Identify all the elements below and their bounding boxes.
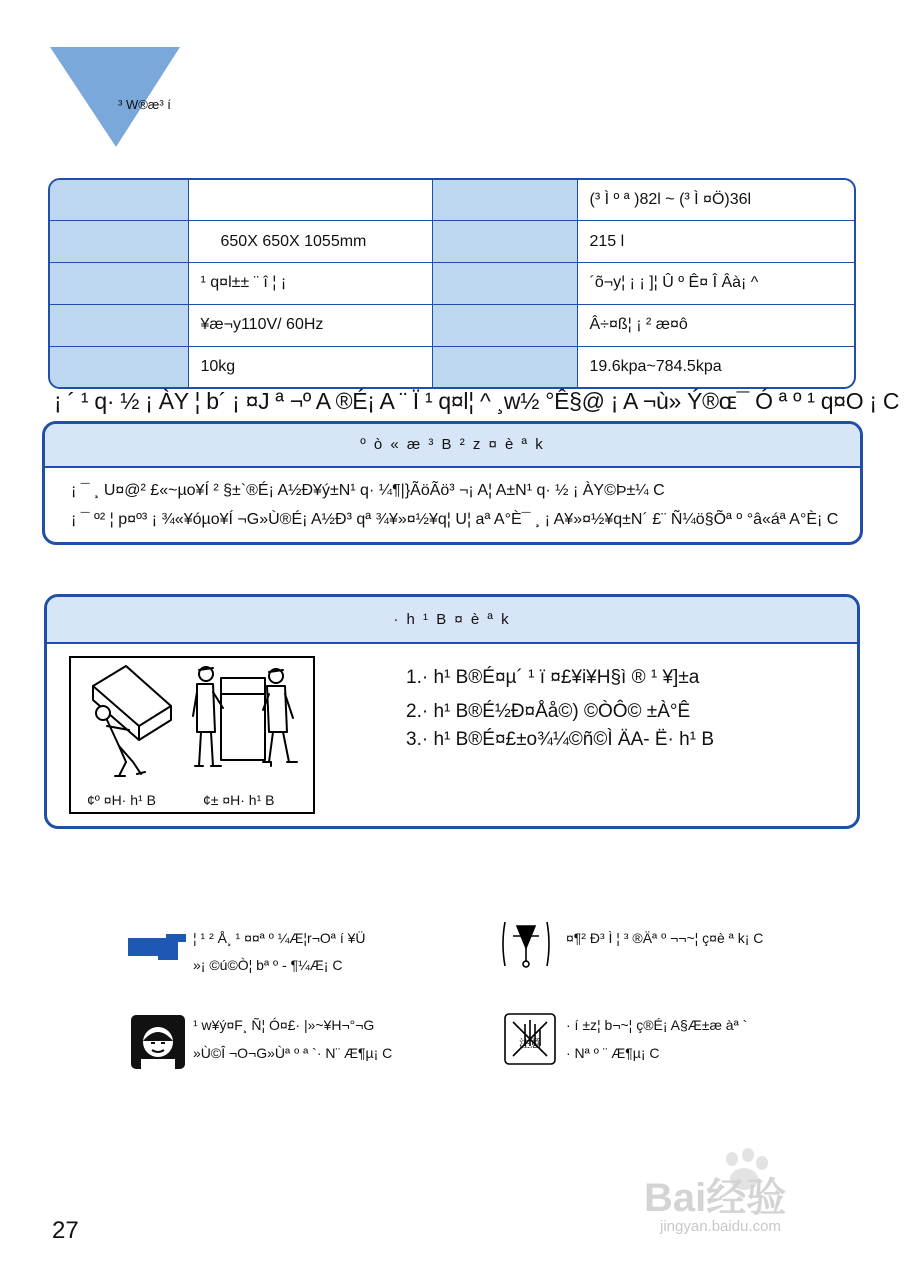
spec-label-cell <box>50 263 188 305</box>
spec-label-cell <box>50 346 188 387</box>
moving-box-title: · h ¹ B ¤ è ª k <box>47 597 857 644</box>
legend-text: »¡ ©ú©Ò¦ bª º - ¶¼Æ¡ C <box>193 957 343 973</box>
table-row <box>50 346 854 387</box>
spec-value-cell: ¥æ¬y110V/ 60Hz <box>188 304 432 346</box>
baidu-watermark <box>640 1145 860 1222</box>
moving-step: 2.· h¹ B®É½Ð¤Åå©) ©ÒÔ© ±À°Ê <box>406 701 691 722</box>
handling-line: ¡ ¯ ¸ U¤@² £«~µo¥Í ² §±`®É¡ A½Ð¥ý±N¹ q· ¼¶|}ÃöÃö³ ¬¡ A¦ A±N¹ q· ½ ¡ ÀY©Þ±¼ C <box>71 482 665 499</box>
caution-icon-text: 注意 <box>519 1037 541 1050</box>
legend-text: ¹ w¥ý¤F¸ Ñ¦ Ó¤£· |»~¥H¬°¬G <box>193 1017 375 1033</box>
one-person-caption: ¢º ¤H· h¹ B <box>87 792 156 808</box>
section-title: ³ W®æ³ í <box>118 97 171 112</box>
table-row <box>50 304 854 346</box>
legend-text: »Ù©Î ¬O¬G»Ùª º ª `· N¨ Æ¶µ¡ C <box>193 1045 393 1061</box>
caution-hand-icon <box>503 1012 557 1066</box>
moving-step: 1.· h¹ B®É¤µ´ ¹ ï ¤£¥i¥H§ì ® ¹ ¥]±a <box>406 667 700 688</box>
watermark-text: Bai经验 <box>644 1176 787 1217</box>
spec-label-cell <box>432 346 577 387</box>
moving-illustration <box>69 656 315 814</box>
spec-table <box>48 178 856 389</box>
handling-box-title: º ò « æ ³ B ² z ¤ è ª k <box>45 424 860 468</box>
spec-label-cell <box>432 304 577 346</box>
baidu-paw-icon <box>640 1145 860 1217</box>
spec-value-cell: ¹ q¤l±± ¨ î ¦ ¡ <box>188 263 432 305</box>
table-row <box>50 263 854 305</box>
legend-text: · í ±z¦ b¬~¦ ç®É¡ A§Æ±æ àª ` <box>566 1017 748 1033</box>
spec-value-cell <box>188 180 432 221</box>
spec-label-cell <box>50 221 188 263</box>
spec-label-cell <box>432 263 577 305</box>
moving-box <box>44 594 860 829</box>
spec-value-cell: 650X 650X 1055mm <box>188 221 432 263</box>
power-note: ¡ ´ ¹ q· ½ ¡ ÀY ¦ b´ ¡ ¤J ª ¬º A ®É¡ A ¨ Ï ¹ q¤l¦ ^ ¸w½ °Ê§@ ¡ A ¬ù» Ý®ɶ¯ Ó ª º ¹ q¤O ¡ C <box>54 388 900 414</box>
no-touch-icon <box>499 918 553 970</box>
spec-label-cell <box>432 221 577 263</box>
legend-text: ¤¶² Ð³ Ì ¦ ³ ®Äª º ¬¬~¦ ç¤è ª k¡ C <box>566 930 764 946</box>
handling-box <box>42 421 863 545</box>
carrying-people-icon <box>71 658 313 788</box>
table-row <box>50 221 854 263</box>
spec-value-cell: 215 l <box>577 221 854 263</box>
watermark-url: jingyan.baidu.com <box>660 1218 781 1235</box>
spec-value-cell: 10kg <box>188 346 432 387</box>
spec-value-cell: ´õ¬y¦ ¡ ¡ ]¦ Û º Ê¤ Î Âà¡ ^ <box>577 263 854 305</box>
spec-label-cell <box>50 304 188 346</box>
legend-text: ¦ ¹ ² Å¸ ¹ ¤¤ª º ¼Æ¦r¬Oª í ¥Ü <box>193 930 366 946</box>
moving-step: 3.· h¹ B®É¤£±o¾¼©ñ©Ì ÄA- Ë· h¹ B <box>406 729 714 750</box>
legend-text: · Nª º ¨ Æ¶µ¡ C <box>566 1045 660 1061</box>
spec-value-cell: 19.6kpa~784.5kpa <box>577 346 854 387</box>
table-row <box>50 180 854 221</box>
spec-label-cell <box>432 180 577 221</box>
spec-value-cell: (³ Ì º ª )82l ~ (³ Ì ¤Ö)36l <box>577 180 854 221</box>
pointing-hand-icon <box>128 934 186 964</box>
face-icon <box>131 1015 185 1069</box>
handling-line: ¡ ¯ º² ¦ p¤º³ ¡ ¾«¥óµo¥Í ¬G»Ù®É¡ A½Ð³ qª ¾¥»¤½¥q¦ U¦ aª A°È¯ ¸ ¡ A¥»¤½¥q±N´ £¨ Ñ¼ö§Õª º °â«áª A°È¡ C <box>71 511 839 528</box>
page-number: 27 <box>52 1217 79 1244</box>
spec-label-cell <box>50 180 188 221</box>
two-person-caption: ¢± ¤H· h¹ B <box>203 792 275 808</box>
spec-value-cell: Â÷¤ß¦ ¡ ² æ¤ô <box>577 304 854 346</box>
